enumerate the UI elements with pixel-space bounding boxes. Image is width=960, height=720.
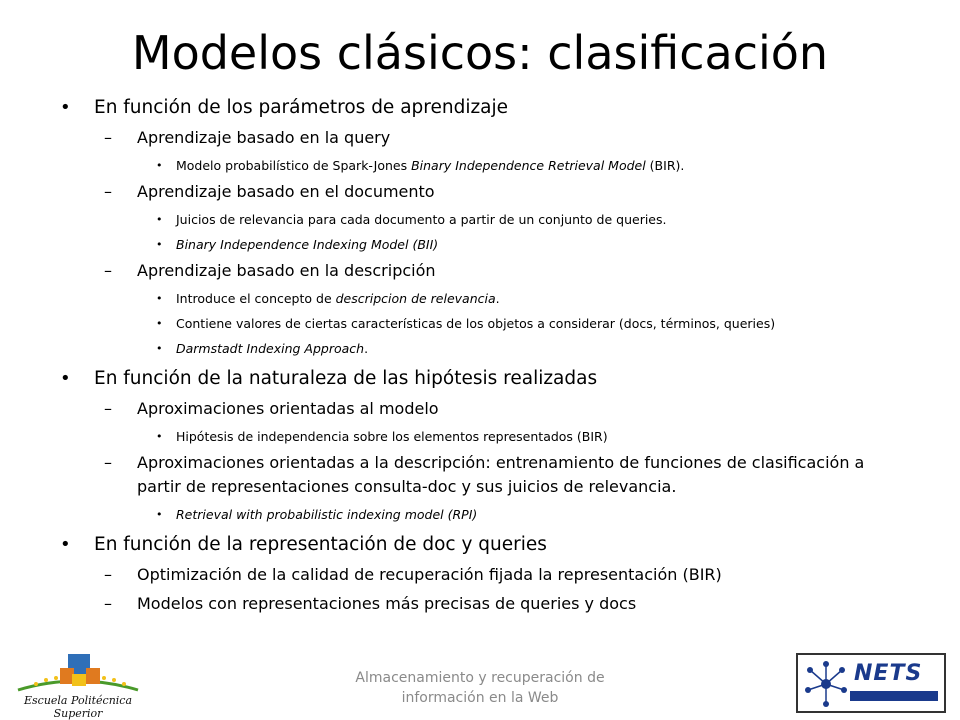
bullet-level2: – Optimización de la calidad de recuperación fijada la representación (BIR) — [104, 565, 722, 584]
bullet-level1: • En función de los parámetros de aprendizaje — [60, 97, 509, 118]
eps-logo-text: Escuela Politécnica Superior — [23, 694, 133, 720]
bullet-level3: • Hipótesis de independencia sobre los elementos representados (BIR) — [156, 429, 608, 444]
bullet-level2: – Aproximaciones orientadas al modelo — [104, 399, 439, 418]
footer-text: Almacenamiento y recuperación de información en la Web — [355, 670, 605, 706]
slide-content — [60, 95, 910, 616]
bullet-level2: – Aprendizaje basado en la descripción — [104, 261, 436, 280]
bullet-level3: • Binary Independence Indexing Model (BII) — [156, 237, 439, 252]
bullet-level2: – Aprendizaje basado en la query — [104, 128, 391, 147]
eps-logo-icon — [8, 650, 148, 696]
bullet-level3: • Modelo probabilístico de Spark-Jones Binary Independence Retrieval Model (BIR). — [156, 158, 685, 173]
bullet-level3: • Juicios de relevancia para cada documento a partir de un conjunto de queries. — [156, 212, 667, 227]
nets-logo-text: NETS — [854, 661, 923, 686]
bullet-level3: • Retrieval with probabilistic indexing model (RPI) — [156, 507, 478, 522]
slide-title: Modelos clásicos: clasificación — [131, 26, 829, 80]
bullet-level3: • Introduce el concepto de descripcion de relevancia. — [156, 291, 500, 306]
bullet-level1: • En función de la naturaleza de las hipótesis realizadas — [60, 368, 598, 389]
bullet-level2: – Aproximaciones orientadas a la descripción: entrenamiento de funciones de clasificación a partir de representaciones consulta-doc y sus juicios de relevancia. — [104, 453, 865, 496]
bullet-level2: – Modelos con representaciones más precisas de queries y docs — [104, 594, 637, 613]
nets-network-icon — [800, 656, 852, 712]
nets-logo — [796, 653, 946, 713]
bullet-level2: – Aprendizaje basado en el documento — [104, 182, 435, 201]
bullet-level1: • En función de la representación de doc y queries — [60, 534, 547, 555]
bullet-level3: • Darmstadt Indexing Approach. — [156, 341, 369, 356]
nets-logo-bar — [850, 691, 938, 701]
bullet-level3: • Contiene valores de ciertas características de los objetos a considerar (docs, términos, queries) — [156, 316, 776, 331]
eps-logo — [8, 650, 148, 720]
